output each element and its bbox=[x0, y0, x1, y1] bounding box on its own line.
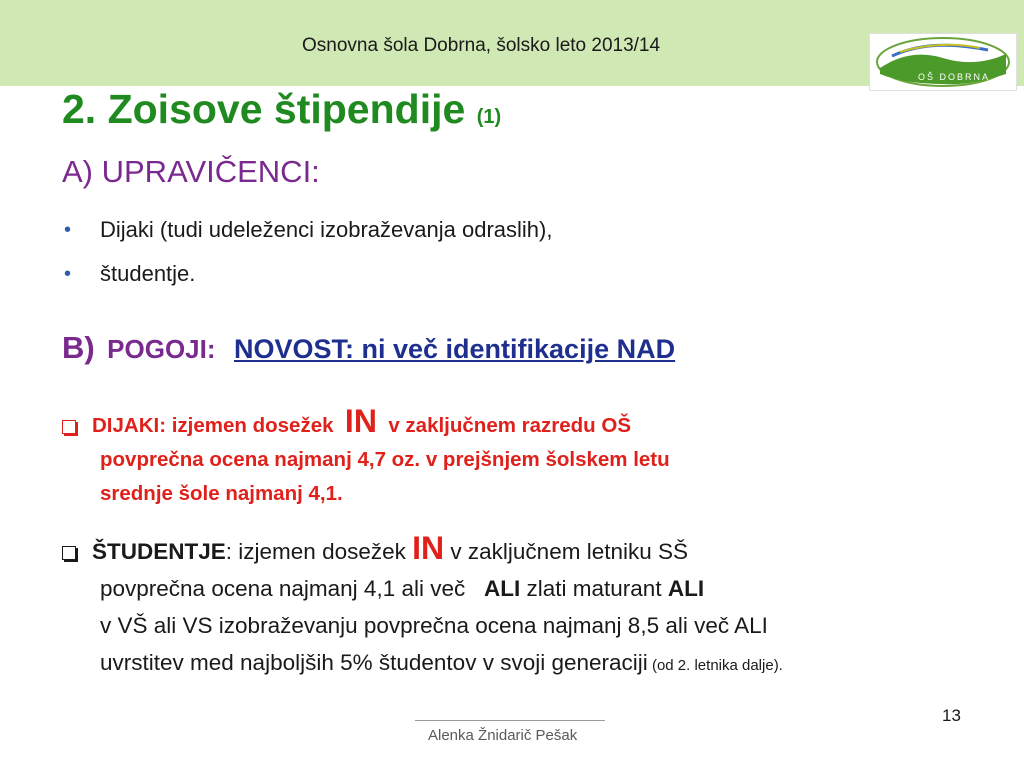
studentje-in: IN bbox=[412, 530, 445, 566]
dijaki-line-3: srednje šole najmanj 4,1. bbox=[100, 482, 343, 505]
studentje-line-4-small: (od 2. letnika dalje). bbox=[647, 657, 783, 674]
novost-text: NOVOST: ni več identifikacije NAD bbox=[233, 334, 676, 364]
slide-title bbox=[62, 86, 501, 133]
studentje-lead: : izjemen dosežek bbox=[225, 539, 406, 564]
studentje-line-2-mid: zlati maturant bbox=[526, 576, 662, 601]
studentje-line-1 bbox=[62, 530, 992, 570]
ali-text: ALI bbox=[484, 576, 521, 601]
page-number: 13 bbox=[942, 706, 961, 725]
checkbox-bullet-icon bbox=[62, 546, 76, 560]
school-header-text: Osnovna šola Dobrna, šolsko leto 2013/14 bbox=[302, 35, 661, 56]
bullet-text: študentje. bbox=[100, 261, 196, 286]
bullet-text: Dijaki (tudi udeleženci izobraževanja odraslih), bbox=[100, 217, 553, 242]
bullet-icon: • bbox=[64, 218, 72, 241]
section-b-letter: B) bbox=[62, 330, 95, 365]
section-b-label: POGOJI: bbox=[107, 334, 216, 364]
studentje-line-2-start: povprečna ocena najmanj 4,1 ali več bbox=[100, 576, 466, 601]
header-bar bbox=[0, 0, 1024, 86]
dijaki-line-2: povprečna ocena najmanj 4,7 oz. v prejšnjem šolskem letu bbox=[100, 448, 670, 471]
bullet-icon: • bbox=[64, 262, 72, 285]
list-item bbox=[62, 252, 552, 296]
ali-text: ALI bbox=[667, 576, 705, 601]
dijaki-line-1 bbox=[62, 404, 962, 443]
footer-divider bbox=[415, 720, 605, 721]
logo-text: OŠ DOBRNA bbox=[918, 72, 991, 82]
studentje-line-4 bbox=[62, 644, 992, 684]
school-logo bbox=[869, 33, 1017, 91]
slide-title-suffix: (1) bbox=[476, 106, 502, 128]
studentje-line-4-text: uvrstitev med najboljših 5% študentov v svoji generaciji bbox=[100, 650, 648, 675]
section-b-heading bbox=[62, 330, 675, 366]
dijaki-condition bbox=[62, 404, 962, 511]
checkbox-bullet-icon bbox=[62, 420, 76, 434]
section-a-bullets bbox=[62, 208, 552, 296]
footer-author: Alenka Žnidarič Pešak bbox=[428, 727, 578, 744]
studentje-label: ŠTUDENTJE bbox=[92, 539, 226, 564]
studentje-after-in: v zaključnem letniku SŠ bbox=[450, 539, 689, 564]
studentje-line-3: v VŠ ali VS izobraževanju povprečna ocena najmanj 8,5 ali več ALI bbox=[100, 613, 768, 638]
section-a-heading: A) UPRAVIČENCI: bbox=[62, 154, 320, 189]
studentje-condition bbox=[62, 530, 992, 684]
dijaki-after-in: v zaključnem razredu OŠ bbox=[388, 414, 632, 437]
dijaki-in: IN bbox=[344, 403, 377, 439]
list-item bbox=[62, 208, 552, 252]
studentje-line-2 bbox=[62, 570, 992, 607]
slide-title-main: 2. Zoisove štipendije bbox=[62, 86, 466, 132]
dijaki-lead: DIJAKI: izjemen dosežek bbox=[92, 414, 334, 437]
